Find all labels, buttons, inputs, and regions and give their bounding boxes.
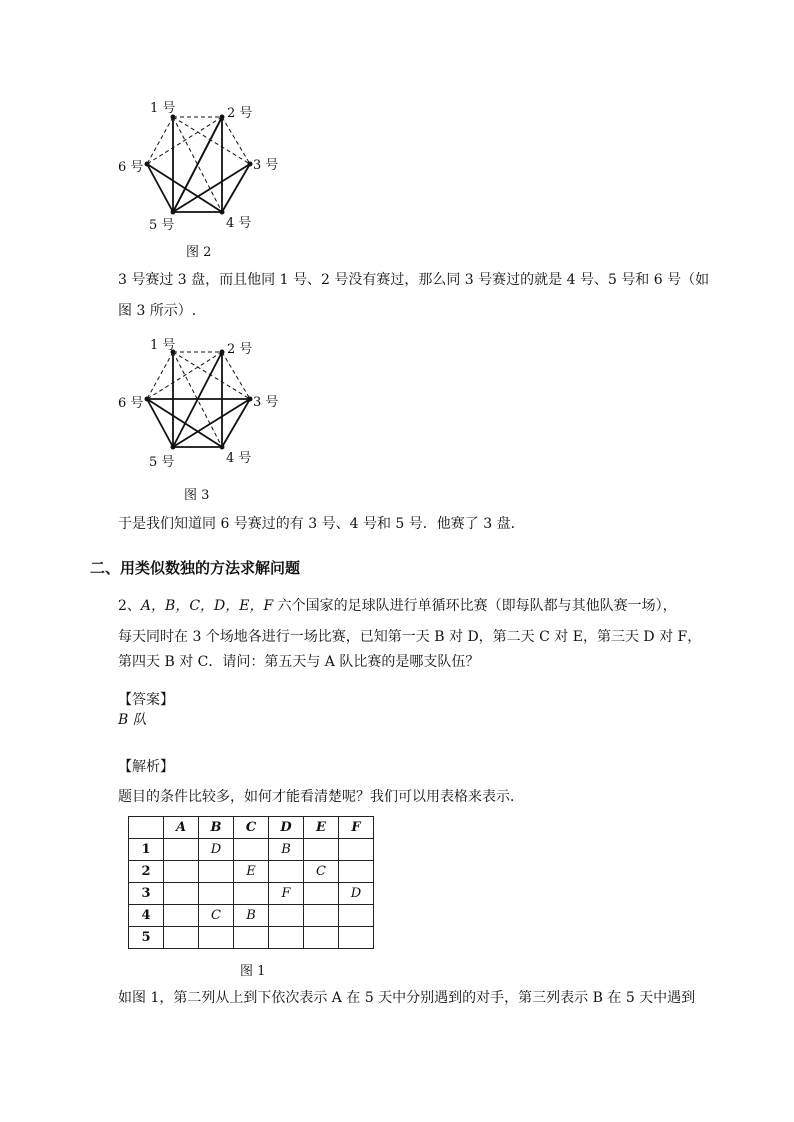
node-label-4: 4 号	[226, 451, 252, 466]
table-cell	[199, 861, 234, 883]
node-label-1: 1 号	[150, 338, 176, 353]
problem-line-2: 每天同时在 3 个场地各进行一场比赛，已知第一天 B 对 D，第二天 C 对 E，第三天 D 对 F，	[118, 629, 702, 645]
table-cell: 2	[129, 861, 164, 883]
table-cell: C	[304, 861, 339, 883]
table-header-row	[129, 817, 374, 839]
table-caption: 图 1	[240, 964, 266, 979]
analysis-text: 题目的条件比较多，如何才能看清楚呢？我们可以用表格来表示．	[118, 789, 524, 805]
node-label-4: 4 号	[226, 216, 252, 231]
table-header-cell: C	[234, 817, 269, 839]
table-cell	[164, 839, 199, 861]
table-cell: E	[234, 861, 269, 883]
table-row	[129, 905, 374, 927]
table-cell	[199, 883, 234, 905]
table-cell	[199, 927, 234, 949]
table-cell: B	[269, 839, 304, 861]
table-cell	[234, 927, 269, 949]
table-cell: 5	[129, 927, 164, 949]
table-header-cell: D	[269, 817, 304, 839]
problem-number: 2、	[118, 598, 141, 614]
table-cell	[304, 839, 339, 861]
table-cell	[164, 927, 199, 949]
paragraph-2: 于是我们知道同 6 号赛过的有 3 号、4 号和 5 号．他赛了 3 盘．	[118, 516, 525, 532]
table-cell	[164, 883, 199, 905]
node-label-1: 1 号	[150, 101, 176, 116]
table-cell: 4	[129, 905, 164, 927]
node-label-2: 2 号	[227, 342, 253, 357]
problem-line-1-text: 六个国家的足球队进行单循环比赛（即每队都与其他队赛一场），	[273, 598, 677, 614]
table-cell: 3	[129, 883, 164, 905]
table-header-cell: E	[304, 817, 339, 839]
table-cell	[164, 861, 199, 883]
table-cell	[304, 883, 339, 905]
table-row	[129, 839, 374, 861]
analysis-label: 【解析】	[118, 759, 174, 775]
table-cell	[234, 883, 269, 905]
table-cell	[234, 839, 269, 861]
table-cell	[339, 861, 374, 883]
table-cell	[304, 927, 339, 949]
table-cell	[339, 839, 374, 861]
edge-5-6	[147, 164, 173, 212]
paragraph-3: 如图 1，第二列从上到下依次表示 A 在 5 天中分别遇到的对手，第三列表示 B 在 5 天中遇到	[118, 990, 696, 1006]
table-row	[129, 927, 374, 949]
node-label-5: 5 号	[149, 218, 175, 233]
table-cell	[269, 927, 304, 949]
table-cell	[269, 905, 304, 927]
table-header-cell: A	[164, 817, 199, 839]
node-label-3: 3 号	[253, 395, 279, 410]
table-row	[129, 861, 374, 883]
table-cell	[269, 861, 304, 883]
edge-2-3	[222, 352, 250, 399]
table-header-cell	[129, 817, 164, 839]
problem-line-3: 第四天 B 对 C．请问：第五天与 A 队比赛的是哪支队伍？	[118, 654, 480, 670]
table-row	[129, 883, 374, 905]
table-cell	[339, 905, 374, 927]
problem-line-1	[118, 596, 677, 616]
figure-3-graph	[110, 330, 290, 475]
table-header-cell: F	[339, 817, 374, 839]
table-cell: 1	[129, 839, 164, 861]
edge-1-6	[147, 117, 173, 164]
edge-2-3	[222, 117, 250, 164]
paragraph-1-line-1: 3 号赛过 3 盘，而且他同 1 号、2 号没有赛过，那么同 3 号赛过的就是 4 号、5 号和 6 号（如	[118, 272, 710, 288]
answer-label: 【答案】	[118, 692, 174, 708]
problem-team-letters: A，B，C，D，E，F	[140, 598, 274, 614]
table-cell: C	[199, 905, 234, 927]
answer-value: B 队	[118, 712, 147, 728]
schedule-table	[128, 816, 374, 949]
table-cell: D	[339, 883, 374, 905]
node-label-5: 5 号	[149, 455, 175, 470]
figure-2-graph	[110, 95, 290, 240]
table-header-cell: B	[199, 817, 234, 839]
figure-3-caption: 图 3	[184, 488, 210, 503]
paragraph-1-line-2: 图 3 所示）.	[118, 303, 197, 319]
table-cell: B	[234, 905, 269, 927]
table-cell	[339, 927, 374, 949]
node-label-6: 6 号	[118, 396, 144, 411]
edge-3-4	[222, 399, 250, 447]
table-cell: F	[269, 883, 304, 905]
node-label-3: 3 号	[253, 158, 279, 173]
edge-1-6	[147, 352, 173, 399]
figure-2-caption: 图 2	[186, 245, 212, 260]
section-heading: 二、用类似数独的方法求解问题	[90, 559, 301, 577]
node-label-2: 2 号	[227, 106, 253, 121]
edge-5-6	[147, 399, 173, 447]
table-cell: D	[199, 839, 234, 861]
edge-3-4	[222, 164, 250, 212]
table-cell	[164, 905, 199, 927]
table-cell	[304, 905, 339, 927]
node-label-6: 6 号	[118, 160, 144, 175]
